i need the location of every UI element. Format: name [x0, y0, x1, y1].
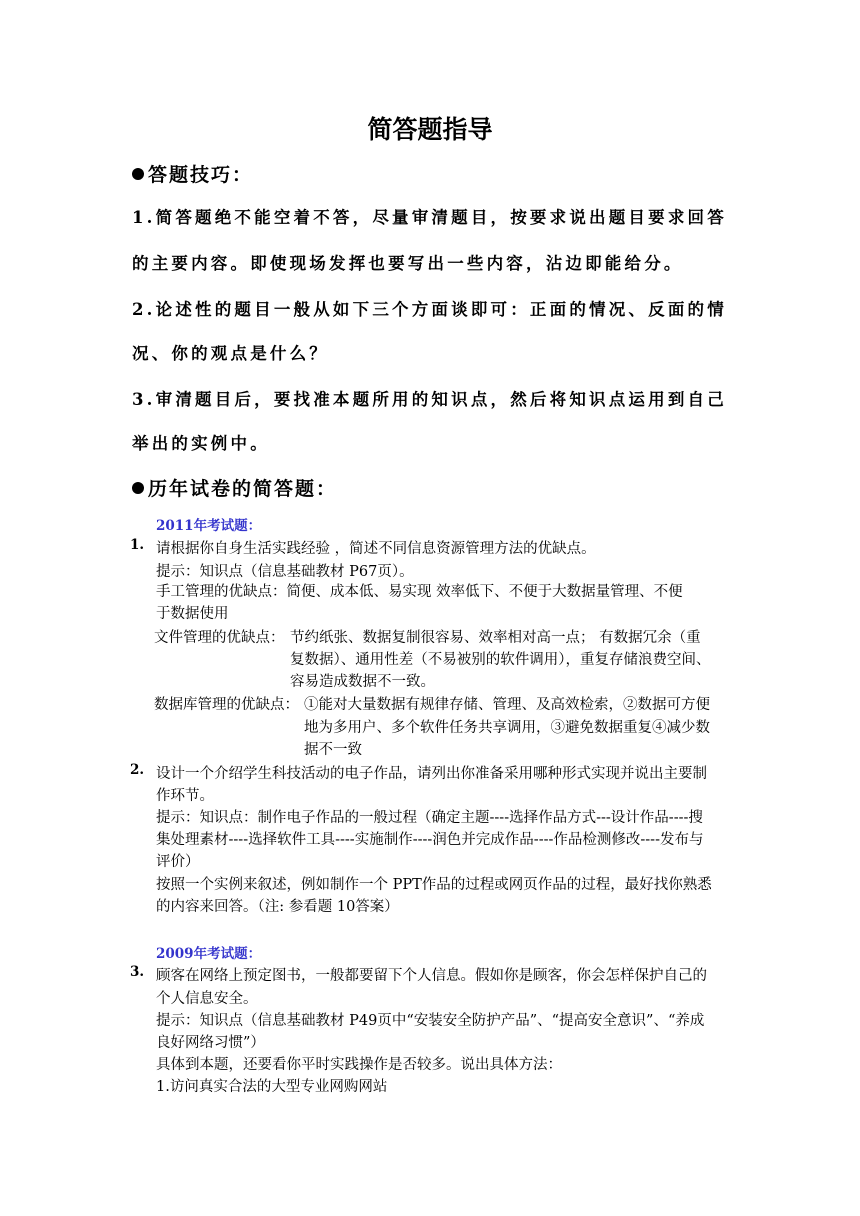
hint-2-line-2: 集处理素材----选择软件工具----实施制作----润色并完成作品----作品检测修改----发布与: [156, 832, 704, 848]
question-3-line-2: 个人信息安全。: [156, 991, 258, 1007]
hint-1: 提示：知识点（信息基础教材 P67页）。: [156, 564, 414, 580]
question-number: 2.: [130, 762, 145, 778]
file-line-3: 容易造成数据不一致。: [290, 674, 435, 690]
question-3: [130, 964, 707, 984]
tip-1-line-2: 的主要内容。即使现场发挥也要写出一些内容，沾边即能给分。: [132, 254, 684, 273]
method-1: 1.访问真实合法的大型专业网购网站: [156, 1079, 388, 1095]
db-line-2: 地为多用户、多个软件任务共享调用，③避免数据重复④减少数: [304, 720, 710, 736]
tip-3-line-2: 举出的实例中。: [132, 434, 270, 453]
example-line-2: 的内容来回答。（注: 参看题 10答案）: [156, 899, 399, 915]
db-line-1: ①能对大量数据有规律存储、管理、及高效检索，②数据可方便: [304, 697, 710, 713]
tip-2-line-1: 2.论述性的题目一般从如下三个方面谈即可：正面的情况、反面的情: [132, 300, 727, 319]
year-label-2009: 2009年考试题：: [156, 946, 262, 962]
hint-2-line-3: 评价）: [156, 854, 200, 870]
hint-2-line-1: 提示：知识点：制作电子作品的一般过程（确定主题----选择作品方式---设计作品----搜: [156, 810, 703, 826]
page-title: 简答题指导: [367, 115, 493, 144]
tip-3-line-1: 3.审清题目后，要找准本题所用的知识点，然后将知识点运用到自己: [132, 390, 727, 409]
tip-1-line-1: 1.简答题绝不能空着不答，尽量审清题目，按要求说出题目要求回答: [132, 208, 727, 227]
detail-line: 具体到本题，还要看你平时实践操作是否较多。说出具体方法：: [156, 1057, 562, 1073]
question-2-line-2: 作环节。: [156, 788, 214, 804]
db-label: 数据库管理的优缺点：: [154, 697, 299, 713]
question-text: 设计一个介绍学生科技活动的电子作品，请列出你准备采用哪种形式实现并说出主要制: [156, 766, 707, 782]
manual-line-2: 于数据使用: [156, 606, 229, 622]
file-line-1: 节约纸张、数据复制很容易、效率相对高一点； 有数据冗余（重: [290, 630, 701, 646]
section-heading-tips: [132, 160, 253, 187]
question-text: 请根据你自身生活实践经验 ，简述不同信息资源管理方法的优缺点。: [156, 541, 596, 557]
tip-2-line-2: 况、你的观点是什么？: [132, 344, 329, 363]
file-label: 文件管理的优缺点：: [154, 630, 285, 646]
tips-heading-text: 答题技巧：: [148, 164, 254, 186]
db-line-3: 据不一致: [304, 742, 362, 758]
bullet-icon: [132, 168, 144, 180]
example-line-1: 按照一个实例来叙述，例如制作一个 PPT作品的过程或网页作品的过程，最好找你熟悉: [156, 877, 712, 893]
question-1: [130, 537, 596, 557]
manual-line-1: 手工管理的优缺点：简便、成本低、易实现 效率低下、不便于大数据量管理、不便: [156, 584, 683, 600]
exams-heading-text: 历年试卷的简答题：: [148, 478, 338, 500]
question-number: 3.: [130, 964, 145, 980]
question-number: 1.: [130, 537, 145, 553]
file-line-2: 复数据）、通用性差（不易被别的软件调用），重复存储浪费空间、: [290, 652, 711, 668]
year-label-2011: 2011年考试题：: [156, 518, 262, 534]
hint-3-line-1: 提示：知识点（信息基础教材 P49页中“安装安全防护产品”、“提高安全意识”、“养成: [156, 1013, 705, 1029]
question-text: 顾客在网络上预定图书，一般都要留下个人信息。假如你是顾客，你会怎样保护自己的: [156, 968, 707, 984]
section-heading-exams: [132, 474, 337, 501]
hint-3-line-2: 良好网络习惯”）: [156, 1035, 265, 1051]
question-2: [130, 762, 707, 782]
bullet-icon: [132, 482, 144, 494]
